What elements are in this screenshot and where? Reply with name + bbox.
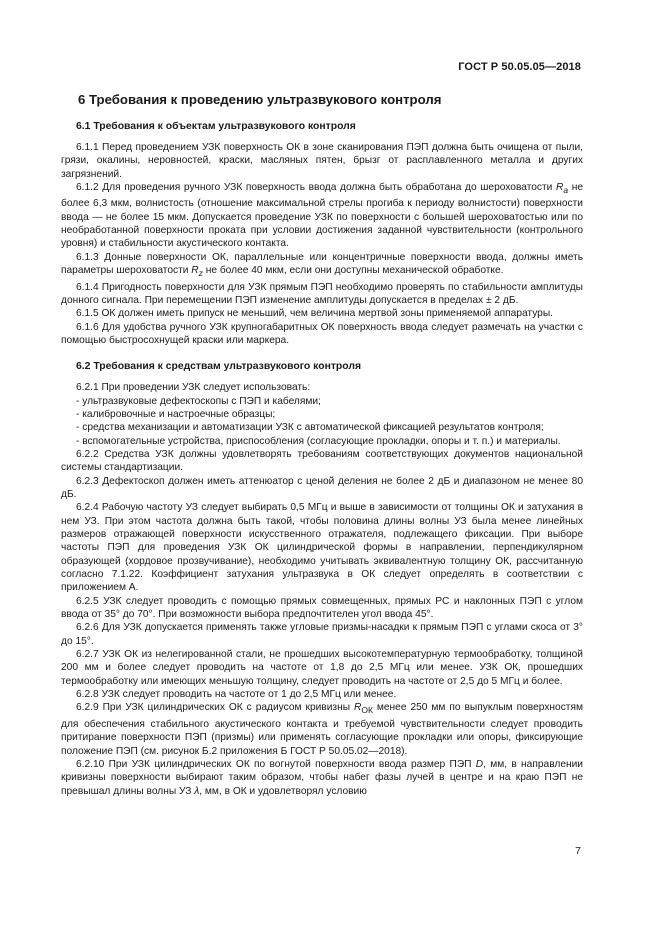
paragraph-6-1-2: 6.1.2 Для проведения ручного УЗК поверхность ввода должна быть обработана до шероховатости $R_a$ не более 6,3 мкм, волнистость (отношение максимальной стрелы прогиба к периоду волнистости) поверхности ввода — не более 15 мкм. Допускается проведение УЗК по поверхности с большей шероховатостью или по необработанной поверхности проката при условии достижения заданной чувствительности (контрольного уровня) и стабильности акустического контакта.	[61, 182, 584, 250]
paragraph-6-2-9: 6.2.9 При УЗК цилиндрических ОК с радиусом кривизны $R_{ОК}$ менее 250 мм по выпуклым поверхностям для обеспечения стабильного акустического контакта и требуемой чувствительности следует проводить притирание поверхности ПЭП (призмы) или применять согласующие прокладки или опоры, фиксирующие положение ПЭП (см. рисунок Б.2 приложения Б ГОСТ Р 50.05.02—2018).	[61, 702, 583, 757]
paragraph-6-1-5: 6.1.5 ОК должен иметь припуск не меньший, чем величина мертвой зоны применяемой аппаратуры.	[76, 308, 554, 320]
paragraph-6-2-1: 6.2.1 При проведении УЗК следует использовать:	[76, 382, 311, 394]
document-code: ГОСТ Р 50.05.05—2018	[458, 61, 581, 73]
subsection-title-6-1: 6.1 Требования к объектам ультразвукового контроля	[76, 121, 356, 132]
page-number: 7	[575, 845, 581, 857]
paragraph-6-2-10: 6.2.10 При УЗК цилиндрических ОК по вогнутой поверхности ввода размер ПЭП D, мм, в направлении кривизны поверхности выбирают таким образом, чтобы набег фазы лучей в центре и на краю ПЭП не превышал длины волны УЗ λ, мм, в ОК и удовлетворял условию	[61, 758, 583, 797]
paragraph-6-1-4: 6.1.4 Пригодность поверхности для УЗК прямым ПЭП необходимо проверять по стабильности амплитуды донного сигнала. При перемещении ПЭП изменение амплитуды допускается в пределах ± 2 дБ.	[61, 281, 583, 306]
list-item: - ультразвуковые дефектоскопы с ПЭП и кабелями;	[76, 395, 321, 407]
paragraph-6-1-3: 6.1.3 Донные поверхности ОК, параллельные или концентричные поверхности ввода, должны иметь параметры шероховатости $R_z$ не более 40 мкм, если они доступны механической обработке.	[61, 251, 583, 279]
list-item: - калибровочные и настроечные образцы;	[76, 408, 276, 420]
paragraph-6-2-2: 6.2.2 Средства УЗК должны удовлетворять требованиям соответствующих документов национальной системы стандартизации.	[61, 448, 583, 474]
paragraph-6-2-7: 6.2.7 УЗК ОК из нелегированной стали, не прошедших высокотемпературную термообработку, толщиной 200 мм и более следует проводить на частоте от 1,8 до 2,5 МГц или менее. УЗК ОК, прошедших термообработку или имеющих меньшую толщину, следует проводить на частоте от 2,5 до 5 МГц и более.	[61, 649, 583, 687]
subsection-title-6-2: 6.2 Требования к средствам ультразвукового контроля	[76, 361, 362, 373]
list-item: - вспомогательные устройства, приспособления (согласующие прокладки, опоры и т. п.) и материалы.	[76, 435, 561, 447]
paragraph-6-1-6: 6.1.6 Для удобства ручного УЗК крупногабаритных ОК поверхность ввода следует размечать на участки с помощью быстросохнущей краски или маркера.	[61, 321, 583, 346]
paragraph-6-2-4: 6.2.4 Рабочую частоту УЗ следует выбирать 0,5 МГц и выше в зависимости от толщины ОК и затухания в нем УЗ. При этом частота должна быть такой, чтобы половина длины волны УЗ была менее линейных размеров отражающей поверхности искусственного отражателя, подлежащего фиксации. При выборе частоты ПЭП для проведения УЗК ОК цилиндрической формы в направлении, перпендикулярном образующей (хордовое прозвучивание), необходимо учитывать эквивалентную толщину ОК, рассчитанную согласно 7.1.22. Коэффициент затухания ультразвука в ОК следует определять в соответствии с приложением А.	[61, 502, 583, 594]
paragraph-6-2-5: 6.2.5 УЗК следует проводить с помощью прямых совмещенных, прямых РС и наклонных ПЭП с углом ввода от 35° до 70°. При возможности выбора предпочтителен угол ввода 45°.	[61, 595, 583, 621]
section-title: 6 Требования к проведению ультразвукового контроля	[78, 92, 442, 107]
page-content	[61, 92, 583, 798]
list-item: - средства механизации и автоматизации УЗК с автоматической фиксацией результатов контроля;	[76, 422, 544, 434]
paragraph-6-1-1: 6.1.1 Перед проведением УЗК поверхность ОК в зоне сканирования ПЭП должна быть очищена от пыли, грязи, окалины, неровностей, краски, масляных пятен, брызг от расплавленного металла и других загрязнений.	[61, 142, 583, 180]
paragraph-6-2-6: 6.2.6 Для УЗК допускается применять также угловые призмы-насадки к прямым ПЭП с углами скоса от 3° до 15°.	[61, 622, 583, 647]
paragraph-6-2-8: 6.2.8 УЗК следует проводить на частоте от 1 до 2,5 МГц или менее.	[76, 689, 397, 701]
paragraph-6-2-3: 6.2.3 Дефектоскоп должен иметь аттенюатор с ценой деления не более 2 дБ и диапазоном не менее 80 дБ.	[61, 475, 583, 500]
